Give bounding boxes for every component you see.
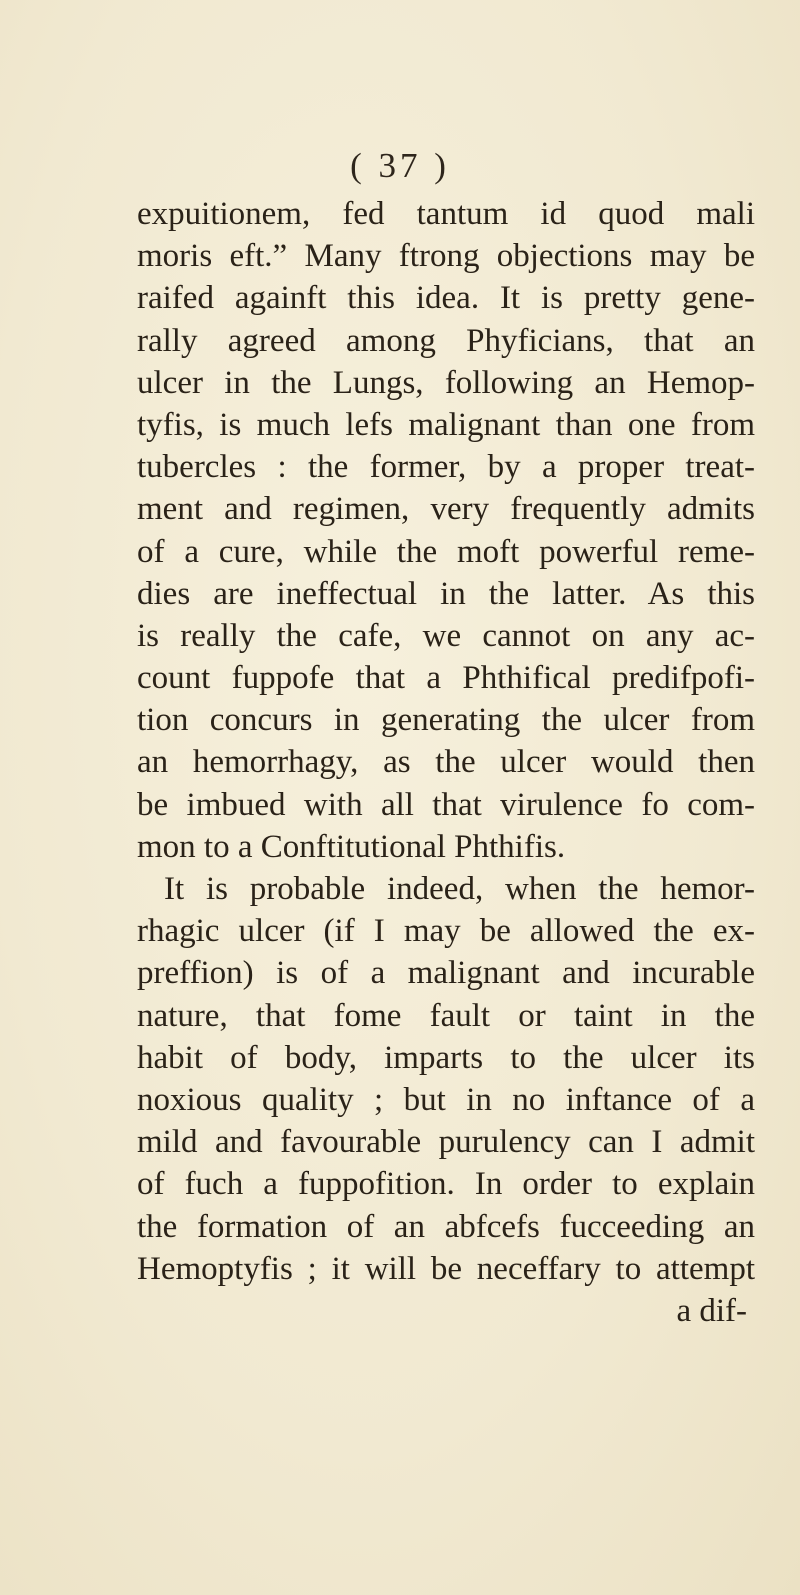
text-line: raifed againft this idea. It is pretty gene- <box>137 280 755 317</box>
body-text <box>137 193 755 1332</box>
text-line: preffion) is of a malignant and incurable <box>137 955 755 992</box>
text-line: tubercles : the former, by a proper treat- <box>137 449 755 486</box>
text-line: moris eft.” Many ftrong objections may be <box>137 238 755 275</box>
text-line-paragraph-start: It is probable indeed, when the hemor- <box>164 871 755 907</box>
text-line: tyfis, is much lefs malignant than one from <box>137 406 755 443</box>
text-line: be imbued with all that virulence fo com- <box>137 786 755 823</box>
text-line: nature, that fome fault or taint in the <box>137 997 755 1034</box>
text-line: is really the cafe, we cannot on any ac- <box>137 617 755 654</box>
page-number: ( 37 ) <box>350 146 450 185</box>
text-line: rally agreed among Phyficians, that an <box>137 322 755 359</box>
text-line: expuitionem, fed tantum id quod mali <box>137 196 755 232</box>
text-line: the formation of an abfcefs fucceeding an <box>137 1208 755 1245</box>
text-line: mild and favourable purulency can I admit <box>137 1124 755 1161</box>
text-line: Hemoptyfis ; it will be neceffary to attempt <box>137 1250 755 1287</box>
text-line: ment and regimen, very frequently admits <box>137 491 755 528</box>
text-line: of a cure, while the moft powerful reme- <box>137 533 755 570</box>
text-line: dies are ineffectual in the latter. As this <box>137 575 755 612</box>
text-line: noxious quality ; but in no inftance of a <box>137 1081 755 1118</box>
catchword: a dif- <box>676 1292 747 1329</box>
text-line: habit of body, imparts to the ulcer its <box>137 1039 755 1076</box>
text-line: count fuppofe that a Phthifical predifpofi- <box>137 660 755 697</box>
text-line: of fuch a fuppofition. In order to explain <box>137 1166 755 1203</box>
text-line: ulcer in the Lungs, following an Hemop- <box>137 364 755 401</box>
text-line-paragraph-end: mon to a Conftitutional Phthifis. <box>137 828 566 865</box>
text-line: an hemorrhagy, as the ulcer would then <box>137 744 755 781</box>
text-line: rhagic ulcer (if I may be allowed the ex- <box>137 913 755 950</box>
text-line: tion concurs in generating the ulcer from <box>137 702 755 739</box>
